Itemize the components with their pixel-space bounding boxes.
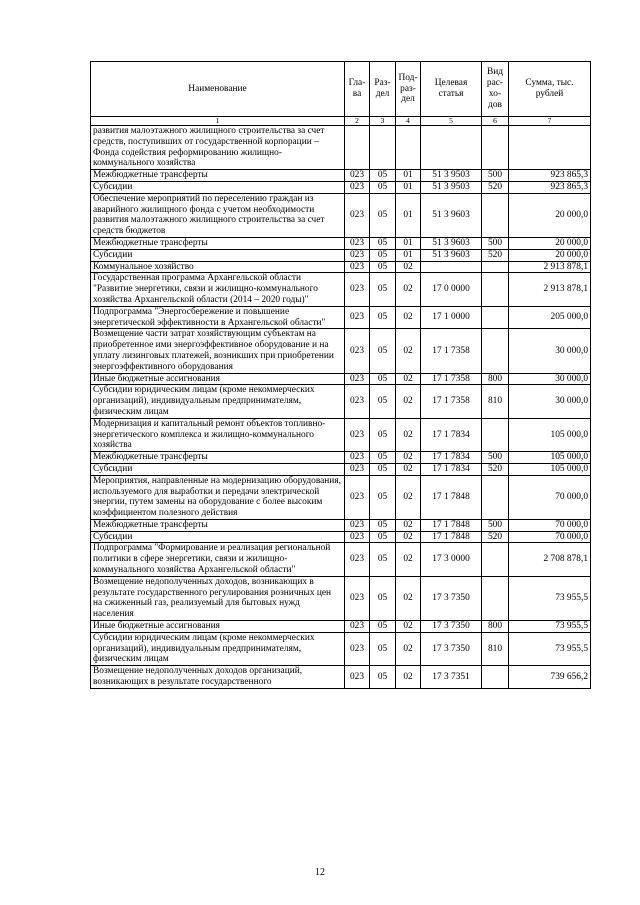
cell-name: Коммунальное хозяйство: [91, 261, 345, 273]
table-row: [91, 261, 591, 273]
table-row: [91, 519, 591, 531]
cell-statya: 17 1 7834: [421, 418, 482, 451]
cell-summa: 30 000,0: [509, 329, 591, 373]
table-row: [91, 373, 591, 385]
cell-summa: 73 955,5: [509, 576, 591, 620]
cell-podrazdel: 02: [396, 576, 421, 620]
cell-name: Субсидии: [91, 531, 345, 543]
cell-podrazdel: [396, 126, 421, 170]
cell-name: Государственная программа Архангельской области "Развитие энергетики, связи и жилищно-коммунального хозяйства Архангельской области (2014 – 2020 годы)": [91, 273, 345, 306]
cell-podrazdel: 02: [396, 463, 421, 475]
cell-glava: 023: [345, 237, 370, 249]
cell-vid: [482, 666, 509, 689]
cell-summa: 105 000,0: [509, 418, 591, 451]
cell-razdel: 05: [370, 329, 396, 373]
cell-podrazdel: 01: [396, 193, 421, 237]
cell-name: Иные бюджетные ассигнования: [91, 621, 345, 633]
cell-vid: 810: [482, 385, 509, 418]
cell-glava: 023: [345, 576, 370, 620]
cell-name: Возмещение недополученных доходов организаций, возникающих в результате государственного: [91, 666, 345, 689]
cell-statya: 17 1 7358: [421, 385, 482, 418]
table-row: [91, 543, 591, 576]
table-row: [91, 621, 591, 633]
cell-statya: 17 1 7358: [421, 373, 482, 385]
cell-vid: [482, 576, 509, 620]
cell-glava: 023: [345, 418, 370, 451]
cell-statya: [421, 261, 482, 273]
cell-podrazdel: 02: [396, 475, 421, 519]
column-index: 2: [345, 117, 370, 126]
header-statya: Целевая статья: [421, 62, 482, 117]
cell-statya: 51 3 9603: [421, 249, 482, 261]
table-row: [91, 170, 591, 182]
cell-vid: 520: [482, 249, 509, 261]
cell-summa: 2 913 878,1: [509, 273, 591, 306]
cell-name: Межбюджетные трансферты: [91, 237, 345, 249]
cell-podrazdel: 02: [396, 329, 421, 373]
cell-podrazdel: 02: [396, 273, 421, 306]
cell-vid: 500: [482, 170, 509, 182]
cell-statya: 17 3 7351: [421, 666, 482, 689]
cell-statya: 51 3 9503: [421, 170, 482, 182]
budget-table: [90, 61, 591, 689]
cell-summa: 30 000,0: [509, 385, 591, 418]
cell-name: Модернизация и капитальный ремонт объектов топливно-энергетического комплекса и жилищно-коммунального хозяйства: [91, 418, 345, 451]
cell-summa: 923 865,3: [509, 170, 591, 182]
cell-vid: [482, 543, 509, 576]
cell-glava: [345, 126, 370, 170]
cell-summa: 105 000,0: [509, 463, 591, 475]
table-row: [91, 452, 591, 464]
cell-summa: 70 000,0: [509, 531, 591, 543]
cell-summa: 20 000,0: [509, 237, 591, 249]
cell-name: развития малоэтажного жилищного строительства за счет средств, поступивших от государственной корпорации – Фонда содействия реформированию жилищно-коммунального хозяйства: [91, 126, 345, 170]
cell-razdel: 05: [370, 385, 396, 418]
cell-razdel: 05: [370, 543, 396, 576]
column-index: 4: [396, 117, 421, 126]
cell-podrazdel: 02: [396, 452, 421, 464]
cell-statya: 51 3 9503: [421, 181, 482, 193]
cell-statya: 17 1 7848: [421, 475, 482, 519]
cell-summa: [509, 126, 591, 170]
table-row: [91, 666, 591, 689]
cell-statya: 17 1 7834: [421, 452, 482, 464]
cell-podrazdel: 01: [396, 181, 421, 193]
cell-name: Межбюджетные трансферты: [91, 170, 345, 182]
cell-statya: 17 1 7358: [421, 329, 482, 373]
table-row: [91, 237, 591, 249]
table-row: [91, 418, 591, 451]
cell-name: Мероприятия, направленные на модернизацию оборудования, используемого для выработки и передачи электрической энергии, путем замены на оборудование с более высоким коэффициентом полезного действия: [91, 475, 345, 519]
column-index: 6: [482, 117, 509, 126]
cell-name: Подпрограмма "Энергосбережение и повышение энергетической эффективности в Архангельской области": [91, 306, 345, 329]
cell-statya: 17 3 7350: [421, 576, 482, 620]
cell-glava: 023: [345, 170, 370, 182]
cell-name: Субсидии юридическим лицам (кроме некоммерческих организаций), индивидуальным предпринимателям, физическим лицам: [91, 632, 345, 665]
cell-summa: 73 955,5: [509, 632, 591, 665]
table-row: [91, 463, 591, 475]
cell-summa: 70 000,0: [509, 475, 591, 519]
cell-podrazdel: 02: [396, 632, 421, 665]
cell-glava: 023: [345, 193, 370, 237]
cell-vid: [482, 329, 509, 373]
cell-podrazdel: 01: [396, 249, 421, 261]
cell-summa: 20 000,0: [509, 249, 591, 261]
cell-razdel: 05: [370, 463, 396, 475]
cell-statya: 17 1 0000: [421, 306, 482, 329]
cell-podrazdel: 02: [396, 666, 421, 689]
cell-summa: 105 000,0: [509, 452, 591, 464]
column-index: 3: [370, 117, 396, 126]
cell-razdel: 05: [370, 666, 396, 689]
cell-vid: 500: [482, 237, 509, 249]
cell-name: Возмещение части затрат хозяйствующим субъектам на приобретенное ими энергоэффективное оборудование и на уплату лизинговых платежей, возникших при приобретении энергоэффективного оборудования: [91, 329, 345, 373]
column-index: 7: [509, 117, 591, 126]
cell-vid: [482, 261, 509, 273]
cell-glava: 023: [345, 273, 370, 306]
cell-glava: 023: [345, 543, 370, 576]
cell-vid: [482, 475, 509, 519]
cell-statya: 17 1 7834: [421, 463, 482, 475]
cell-vid: 520: [482, 181, 509, 193]
cell-razdel: 05: [370, 306, 396, 329]
cell-razdel: 05: [370, 632, 396, 665]
cell-vid: 800: [482, 373, 509, 385]
cell-statya: [421, 126, 482, 170]
table-row: [91, 576, 591, 620]
cell-statya: 51 3 9603: [421, 193, 482, 237]
column-index-row: [91, 117, 591, 126]
table-row: [91, 181, 591, 193]
cell-podrazdel: 02: [396, 385, 421, 418]
cell-name: Субсидии: [91, 249, 345, 261]
cell-glava: 023: [345, 531, 370, 543]
cell-summa: 2 913 878,1: [509, 261, 591, 273]
cell-vid: 520: [482, 463, 509, 475]
cell-razdel: 05: [370, 576, 396, 620]
header-razdel: Раз-дел: [370, 62, 396, 117]
cell-glava: 023: [345, 666, 370, 689]
table-row: [91, 531, 591, 543]
cell-vid: [482, 418, 509, 451]
table-row: [91, 632, 591, 665]
cell-podrazdel: 02: [396, 261, 421, 273]
cell-podrazdel: 02: [396, 531, 421, 543]
header-glava: Гла-ва: [345, 62, 370, 117]
header-summa: Сумма, тыс. рублей: [509, 62, 591, 117]
cell-name: Субсидии: [91, 181, 345, 193]
cell-razdel: 05: [370, 273, 396, 306]
table-row: [91, 193, 591, 237]
cell-name: Иные бюджетные ассигнования: [91, 373, 345, 385]
cell-glava: 023: [345, 463, 370, 475]
cell-razdel: 05: [370, 237, 396, 249]
cell-name: Подпрограмма "Формирование и реализация региональной политики в сфере энергетики, связи и жилищно-коммунального хозяйства Архангельской области": [91, 543, 345, 576]
column-index: 5: [421, 117, 482, 126]
cell-razdel: 05: [370, 373, 396, 385]
cell-glava: 023: [345, 621, 370, 633]
cell-summa: 70 000,0: [509, 519, 591, 531]
cell-razdel: 05: [370, 531, 396, 543]
cell-statya: 17 3 0000: [421, 543, 482, 576]
cell-summa: 923 865,3: [509, 181, 591, 193]
cell-summa: 30 000,0: [509, 373, 591, 385]
header-row: [91, 62, 591, 117]
cell-razdel: 05: [370, 475, 396, 519]
cell-statya: 17 1 7848: [421, 531, 482, 543]
column-index: 1: [91, 117, 345, 126]
cell-razdel: 05: [370, 418, 396, 451]
cell-glava: 023: [345, 261, 370, 273]
cell-razdel: 05: [370, 452, 396, 464]
cell-vid: 500: [482, 452, 509, 464]
header-podrazdel: Под-раз-дел: [396, 62, 421, 117]
cell-glava: 023: [345, 452, 370, 464]
cell-razdel: 05: [370, 519, 396, 531]
cell-vid: [482, 306, 509, 329]
cell-statya: 17 1 7848: [421, 519, 482, 531]
cell-glava: 023: [345, 329, 370, 373]
table-row: [91, 306, 591, 329]
cell-summa: 20 000,0: [509, 193, 591, 237]
cell-razdel: [370, 126, 396, 170]
cell-razdel: 05: [370, 621, 396, 633]
cell-summa: 2 708 878,1: [509, 543, 591, 576]
cell-podrazdel: 02: [396, 543, 421, 576]
cell-name: Межбюджетные трансферты: [91, 452, 345, 464]
cell-glava: 023: [345, 519, 370, 531]
cell-name: Межбюджетные трансферты: [91, 519, 345, 531]
cell-podrazdel: 02: [396, 373, 421, 385]
cell-vid: [482, 126, 509, 170]
cell-vid: 810: [482, 632, 509, 665]
cell-vid: 800: [482, 621, 509, 633]
table-row: [91, 273, 591, 306]
cell-podrazdel: 02: [396, 418, 421, 451]
cell-statya: 51 3 9603: [421, 237, 482, 249]
cell-glava: 023: [345, 306, 370, 329]
cell-summa: 739 656,2: [509, 666, 591, 689]
cell-vid: [482, 193, 509, 237]
cell-razdel: 05: [370, 261, 396, 273]
cell-podrazdel: 02: [396, 519, 421, 531]
header-vid: Вид рас-хо-дов: [482, 62, 509, 117]
cell-name: Обеспечение мероприятий по переселению граждан из аварийного жилищного фонда с учетом необходимости развития малоэтажного жилищного строительства за счет средств бюджетов: [91, 193, 345, 237]
cell-razdel: 05: [370, 181, 396, 193]
cell-vid: [482, 273, 509, 306]
cell-statya: 17 0 0000: [421, 273, 482, 306]
cell-podrazdel: 01: [396, 237, 421, 249]
cell-glava: 023: [345, 632, 370, 665]
table-row: [91, 385, 591, 418]
cell-razdel: 05: [370, 249, 396, 261]
cell-podrazdel: 02: [396, 621, 421, 633]
cell-podrazdel: 02: [396, 306, 421, 329]
cell-glava: 023: [345, 181, 370, 193]
cell-glava: 023: [345, 373, 370, 385]
cell-glava: 023: [345, 385, 370, 418]
cell-vid: 520: [482, 531, 509, 543]
cell-razdel: 05: [370, 193, 396, 237]
table-row: [91, 329, 591, 373]
cell-name: Субсидии: [91, 463, 345, 475]
table-row: [91, 249, 591, 261]
cell-glava: 023: [345, 249, 370, 261]
cell-statya: 17 3 7350: [421, 621, 482, 633]
cell-glava: 023: [345, 475, 370, 519]
cell-statya: 17 3 7350: [421, 632, 482, 665]
header-name: Наименование: [91, 62, 345, 117]
cell-razdel: 05: [370, 170, 396, 182]
cell-vid: 500: [482, 519, 509, 531]
cell-podrazdel: 01: [396, 170, 421, 182]
cell-summa: 205 000,0: [509, 306, 591, 329]
page-number: 12: [315, 867, 325, 878]
cell-summa: 73 955,5: [509, 621, 591, 633]
cell-name: Субсидии юридическим лицам (кроме некоммерческих организаций), индивидуальным предпринимателям, физическим лицам: [91, 385, 345, 418]
table-row: [91, 126, 591, 170]
table-row: [91, 475, 591, 519]
cell-name: Возмещение недополученных доходов, возникающих в результате государственного регулирования розничных цен на сжиженный газ, реализуемый для бытовых нужд населения: [91, 576, 345, 620]
table-body: [91, 126, 591, 689]
